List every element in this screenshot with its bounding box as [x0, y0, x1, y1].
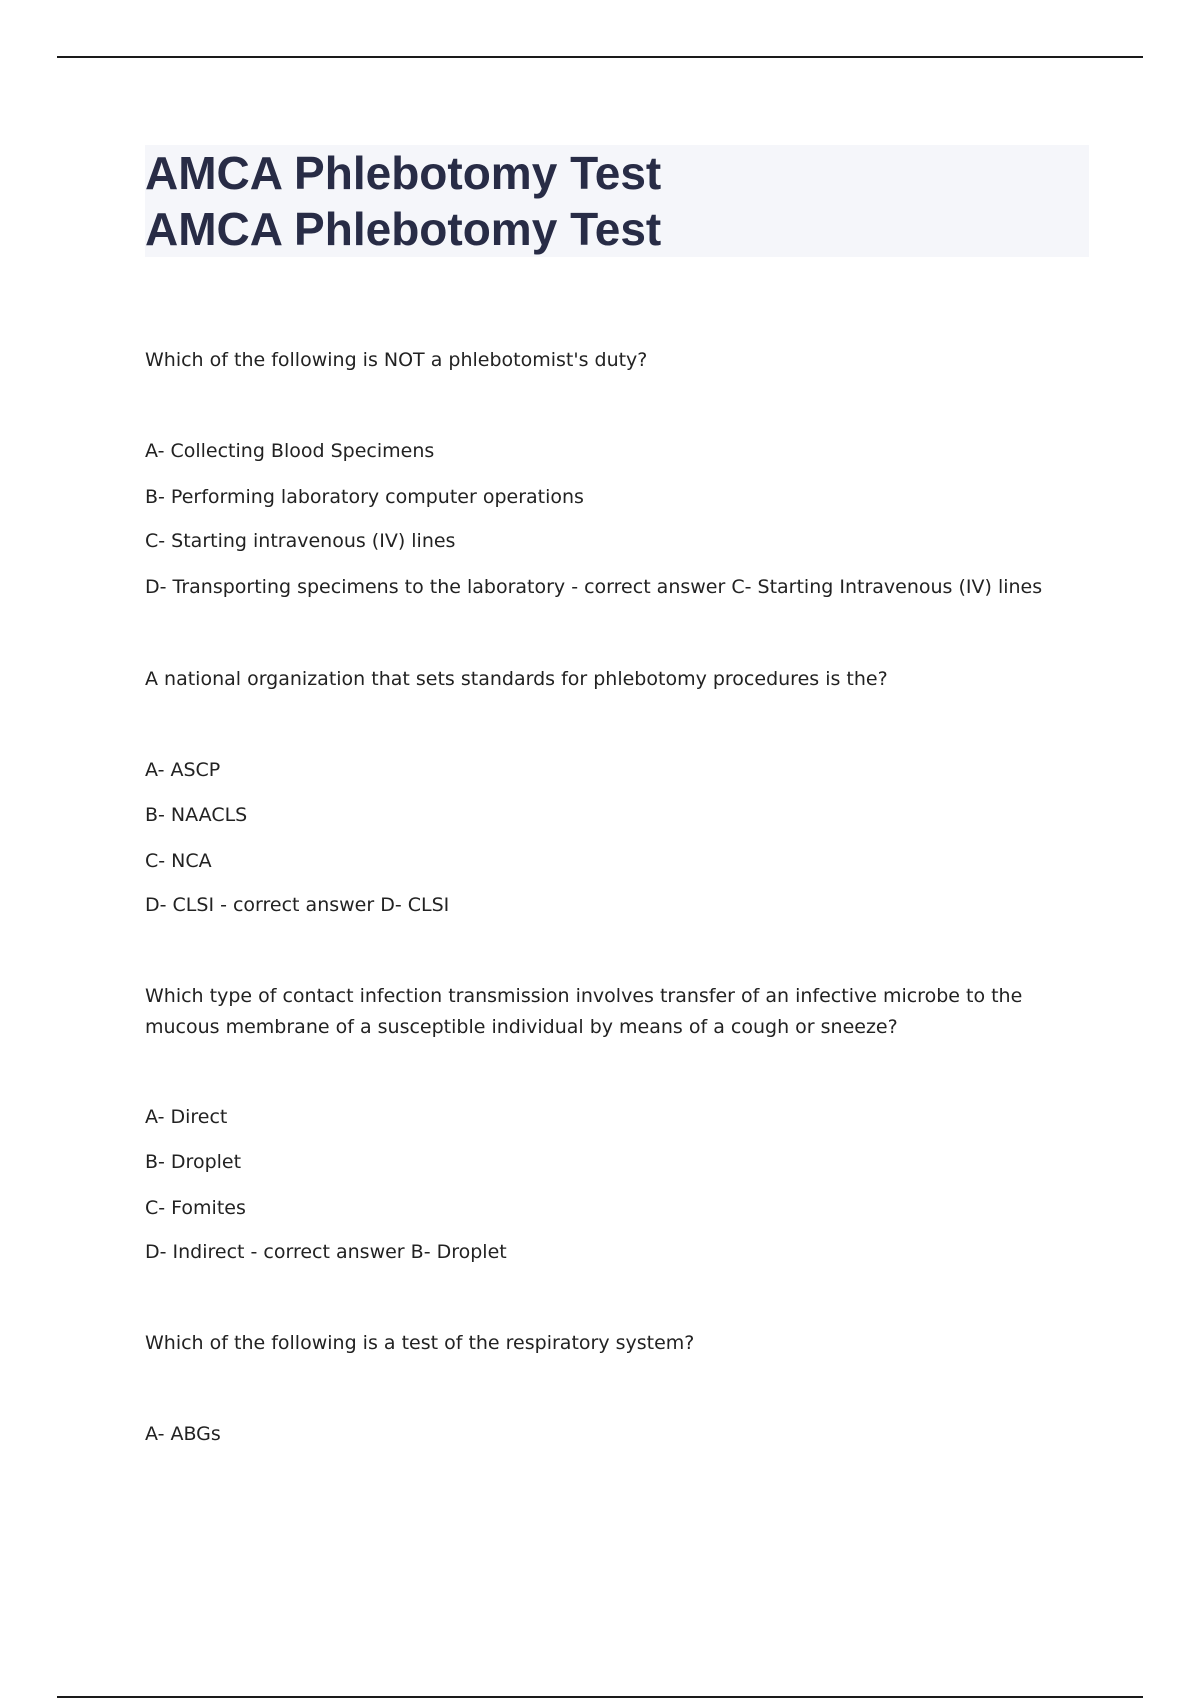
question-3-text: Which type of contact infection transmission involves transfer of an infective microbe to the mucous membrane of a susceptible individual by means of a cough or sneeze? [145, 985, 1023, 1038]
title-block [145, 145, 1089, 257]
question-3-option-b: B- Droplet [145, 1151, 242, 1173]
question-2-option-d: D- CLSI - correct answer D- CLSI [145, 894, 450, 916]
question-4-text: Which of the following is a test of the respiratory system? [145, 1332, 695, 1354]
question-4-option-a: A- ABGs [145, 1423, 221, 1445]
bottom-rule [57, 1696, 1143, 1698]
page-title-repeat: AMCA Phlebotomy Test [145, 203, 662, 255]
question-1-option-d: D- Transporting specimens to the laboratory - correct answer C- Starting Intravenous (IV) lines [145, 576, 1043, 598]
question-2-text: A national organization that sets standards for phlebotomy procedures is the? [145, 668, 888, 690]
top-rule [57, 56, 1143, 58]
question-2-option-b: B- NAACLS [145, 804, 248, 826]
question-3-option-d: D- Indirect - correct answer B- Droplet [145, 1241, 507, 1263]
question-2-option-c: C- NCA [145, 850, 212, 872]
question-3-option-c: C- Fomites [145, 1197, 246, 1219]
question-1-option-c: C- Starting intravenous (IV) lines [145, 530, 456, 552]
page-title: AMCA Phlebotomy Test [145, 147, 662, 199]
question-3-option-a: A- Direct [145, 1106, 228, 1128]
question-1-text: Which of the following is NOT a phlebotomist's duty? [145, 349, 648, 371]
question-2-option-a: A- ASCP [145, 759, 221, 781]
question-1-option-a: A- Collecting Blood Specimens [145, 440, 435, 462]
question-1-option-b: B- Performing laboratory computer operations [145, 486, 584, 508]
